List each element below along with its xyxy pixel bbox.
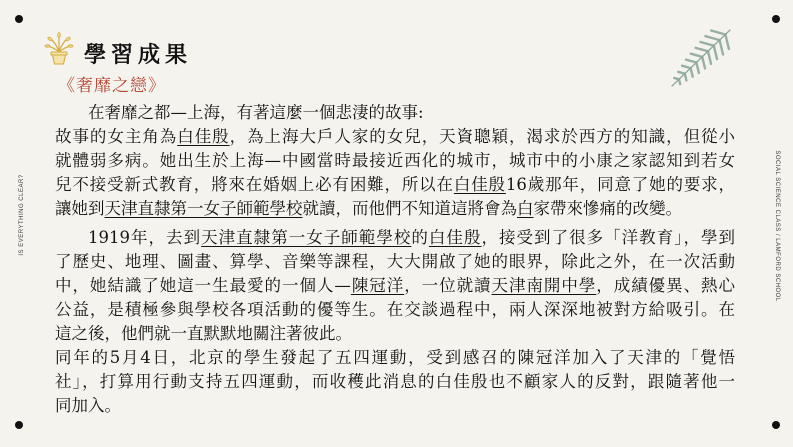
- story-text: 讓她到: [55, 199, 105, 218]
- story-line: [55, 298, 735, 322]
- corner-dot: [772, 421, 780, 429]
- story-text: 1919年，去到: [88, 228, 202, 247]
- story-text: 同年的5月4日，北京的學生發起了五四運動，受到感召的陳冠洋加入了天津的「覺悟: [55, 348, 735, 367]
- story-text: 就讀，而他們不知道這將會為: [302, 199, 517, 218]
- story-text: ，成績優異、熱心: [596, 276, 736, 295]
- corner-dot: [15, 421, 23, 429]
- story-text: 了歷史、地理、圖畫、算學、音樂等課程，大大開啟了她的眼界，除此之外，在一次活動: [55, 252, 735, 271]
- underlined-term: 白: [517, 199, 534, 218]
- story-text: 社」，打算用行動支持五四運動，而收穫此消息的白佳殷也不顧家人的反對，跟隨著他一: [55, 372, 735, 391]
- story-text: 在奢靡之都—上海，有著這麼一個悲淒的故事:: [88, 103, 424, 122]
- slide-title: 學習成果: [84, 43, 193, 68]
- story-text: 16歲那年，同意了她的要求，: [505, 175, 736, 194]
- story-text: ，接受到了很多「洋教育」，學到: [481, 228, 736, 247]
- story-line: [55, 370, 735, 394]
- potted-plant-icon: [44, 32, 74, 66]
- story-paragraph: [55, 346, 735, 418]
- story-text: 公益，是積極參與學校各項活動的優等生。在交談過程中，兩人深深地被對方給吸引。在: [55, 300, 735, 319]
- story-text: 故事的女主角為: [55, 127, 178, 146]
- underlined-term: 天津直隸第一女子師範學校: [201, 228, 412, 247]
- underlined-term: 白佳殷: [428, 228, 482, 247]
- fern-leaf-icon: [666, 26, 738, 90]
- story-title: 《奢靡之戀》: [58, 76, 166, 96]
- corner-dot: [772, 15, 780, 23]
- story-paragraph: [55, 226, 735, 346]
- side-caption-right: SOCIAL SCIENCE CLASS / LAMFORD SCHOOL: [774, 150, 780, 302]
- underlined-term: 白佳殷: [177, 127, 230, 146]
- story-line: [55, 322, 735, 346]
- story-text: 這之後，他們就一直默默地關注著彼此。: [55, 324, 352, 343]
- story-text: 的: [411, 228, 429, 247]
- corner-dot: [15, 15, 23, 23]
- story-line: [55, 101, 735, 125]
- story-line: [55, 173, 735, 197]
- story-line: [55, 250, 735, 274]
- story-line: [55, 394, 735, 418]
- story-text: 兒不接受新式教育，將來在婚姻上必有困難，所以在: [55, 175, 454, 194]
- story-line: [55, 346, 735, 370]
- underlined-term: 天津南開中學: [491, 276, 597, 295]
- story-text: ，為上海大戶人家的女兒，天資聰穎，渴求於西方的知識，但從小: [229, 127, 736, 146]
- story-body: [55, 101, 735, 418]
- underlined-term: 白佳殷: [453, 175, 506, 194]
- story-text: 就體弱多病。她出生於上海—中國當時最接近西化的城市，城市中的小康之家認知到若女: [55, 151, 735, 170]
- underlined-term: 天津直隸第一女子師範學校: [104, 199, 303, 218]
- story-text: 家帶來慘痛的改變。: [533, 199, 682, 218]
- story-text: 同加入。: [55, 396, 121, 415]
- story-paragraph: [55, 101, 735, 125]
- story-line: [55, 149, 735, 173]
- story-text: ，一位就讀: [404, 276, 492, 295]
- underlined-term: 陳冠洋: [350, 276, 405, 295]
- story-paragraph: [55, 125, 735, 221]
- story-line: [55, 125, 735, 149]
- story-line: [55, 197, 735, 221]
- story-line: [55, 226, 735, 250]
- side-caption-left: IS EVERYTHING CLEAR?: [19, 174, 25, 256]
- story-text: 中，她結識了她這一生最愛的一個人—: [55, 276, 351, 295]
- story-line: [55, 274, 735, 298]
